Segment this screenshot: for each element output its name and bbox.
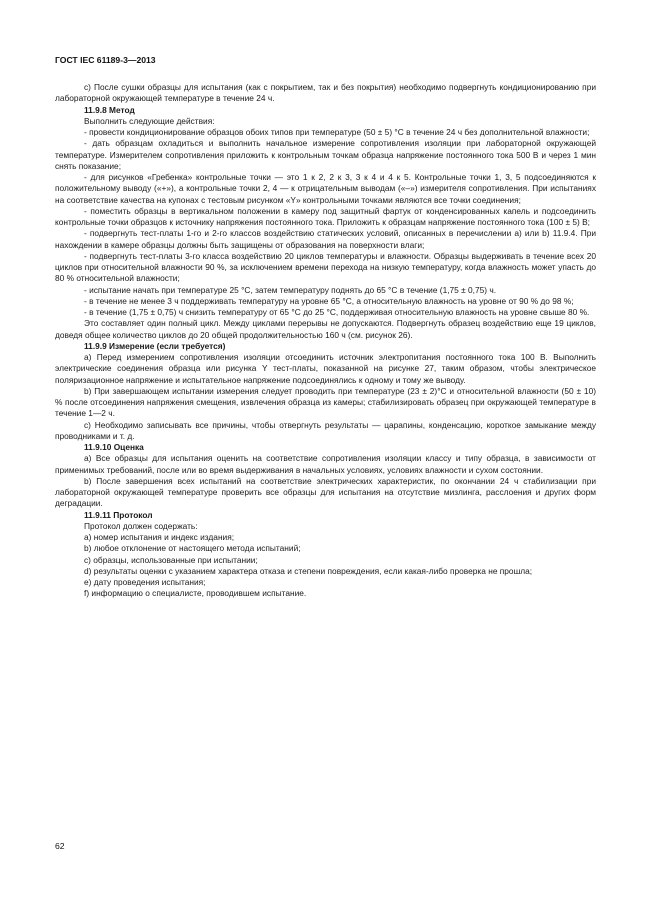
paragraph: с) После сушки образцы для испытания (как с покрытием, так и без покрытия) необходимо подвергнуть кондиционированию при лабораторной окружающей температуре в течение 24 ч.	[55, 82, 596, 104]
paragraph: - испытание начать при температуре 25 °С, затем температуру поднять до 65 °С в течение (1,75 ± 0,75) ч.	[84, 284, 497, 295]
paragraph: f) информацию о специалисте, проводившем испытание.	[84, 588, 307, 599]
paragraph: Выполнить следующие действия:	[84, 115, 215, 126]
paragraph: - поместить образцы в вертикальном положении в камеру под защитный фартук от конденсированных капель и подсоединить контрольные точки образцов к источнику напряжения постоянного тока. Приложить к образцам напряжение постоянного тока (100 ± 5) В;	[55, 205, 596, 227]
page-number: 62	[55, 841, 65, 851]
paragraph: а) номер испытания и индекс издания;	[84, 532, 235, 542]
paragraph: - подвергнуть тест-платы 3-го класса воздействию 20 циклов температуры и влажности. Образцы выдерживать в течение всех 20 циклов при относительной влажности 90 %, за исключением времени перехода на низкую температуру, когда влажность может упасть до 80 % относительной влажности;	[55, 250, 596, 284]
paragraph: - в течение не менее 3 ч поддерживать температуру на уровне 65 °С, а относительную влажность на уровне от 90 % до 98 %;	[84, 295, 574, 306]
paragraph: - в течение (1,75 ± 0,75) ч снизить температуру от 65 °С до 25 °С, поддерживая относительную влажность на уровне свыше 80 %.	[84, 307, 590, 317]
paragraph: Это составляет один полный цикл. Между циклами перерывы не допускаются. Подвергнуть образец воздействию еще 19 циклов, доведя общее количество циклов до 20 общей продолжительностью 160 ч (см. рисунок 26).	[55, 318, 596, 340]
paragraph: а) Перед измерением сопротивления изоляции отсоединить источник электропитания постоянного тока 100 В. Выполнить электрические соединения образца или рисунка Y тест-платы, показанной на рисунке 27, таким образом, чтобы электрическое поляризационное напряжение и испытательное напряжение подсоединялись к одному и тому же выводу.	[55, 352, 596, 385]
paragraph: - провести кондиционирование образцов обоих типов при температуре (50 ± 5) °С в течение 24 ч без дополнительной влажности;	[84, 127, 590, 137]
section-heading: 11.9.10 Оценка	[84, 442, 144, 452]
paragraph: а) Все образцы для испытания оценить на соответствие сопротивления изоляции классу и типу образца, в зависимости от применимых требований, после или во время выдерживания в начальных условиях, условиях влажности и сухом состоянии.	[55, 453, 596, 475]
paragraph: d) результаты оценки с указанием характера отказа и степени повреждения, если какая-либо проверка не прошла;	[84, 565, 533, 576]
paragraph: е) дату проведения испытания;	[84, 577, 206, 587]
section-heading: 11.9.8 Метод	[84, 104, 135, 115]
paragraph: b) любое отклонение от настоящего метода испытаний;	[84, 543, 301, 554]
paragraph: b) После завершения всех испытаний на соответствие электрических характеристик, по окончании 24 ч стабилизации при лабораторной окружающей температуре проверить все образцы для испытания на отсутствие мизлинга, расслоения и других форм деградации.	[55, 475, 596, 509]
paragraph: Протокол должен содержать:	[84, 520, 198, 531]
section-heading: 11.9.9 Измерение (если требуется)	[84, 340, 226, 351]
paragraph: - подвергнуть тест-платы 1-го и 2-го классов воздействию статических условий, описанных в перечислении а) или b) 11.9.4. При нахождении в камере образцы должны быть защищены от образования на поверхности влаги;	[55, 228, 596, 250]
paragraph: - дать образцам охладиться и выполнить начальное измерение сопротивления изоляции при лабораторной окружающей температуре. Измерителем сопротивления приложить к контрольным точкам образца напряжение постоянного тока 500 В и через 1 мин снять показание;	[55, 138, 596, 171]
paragraph: с) образцы, использованные при испытании;	[84, 554, 258, 565]
paragraph: - для рисунков «Гребенка» контрольные точки — это 1 к 2, 2 к 3, 3 к 4 и 4 к 5. Контрольные точки 1, 3, 5 подсоединяются к положительному выводу («+»), а контрольные точки 2, 4 — к отрицательным выводам («–») измерителя сопротивления. При испытаниях на соответствие качества на купонах с тестовым рисунком «Y» контрольными точками являются все точки соединения;	[55, 172, 596, 205]
paragraph: с) Необходимо записывать все причины, чтобы отвергнуть результаты — царапины, конденсацию, короткое замыкание между проводниками и т. д.	[55, 419, 596, 441]
document-header: ГОСТ IEC 61189-3—2013	[55, 55, 156, 65]
paragraph: b) При завершающем испытании измерения следует проводить при температуре (23 ± 2)°С и относительной влажности (50 ± 10) % после отсоединения напряжения смещения, извлечения образца из камеры; стабилизировать образец при окружающей температуре в течение 1—2 ч.	[55, 385, 596, 419]
section-heading: 11.9.11 Протокол	[84, 509, 153, 520]
document-body	[55, 82, 596, 600]
